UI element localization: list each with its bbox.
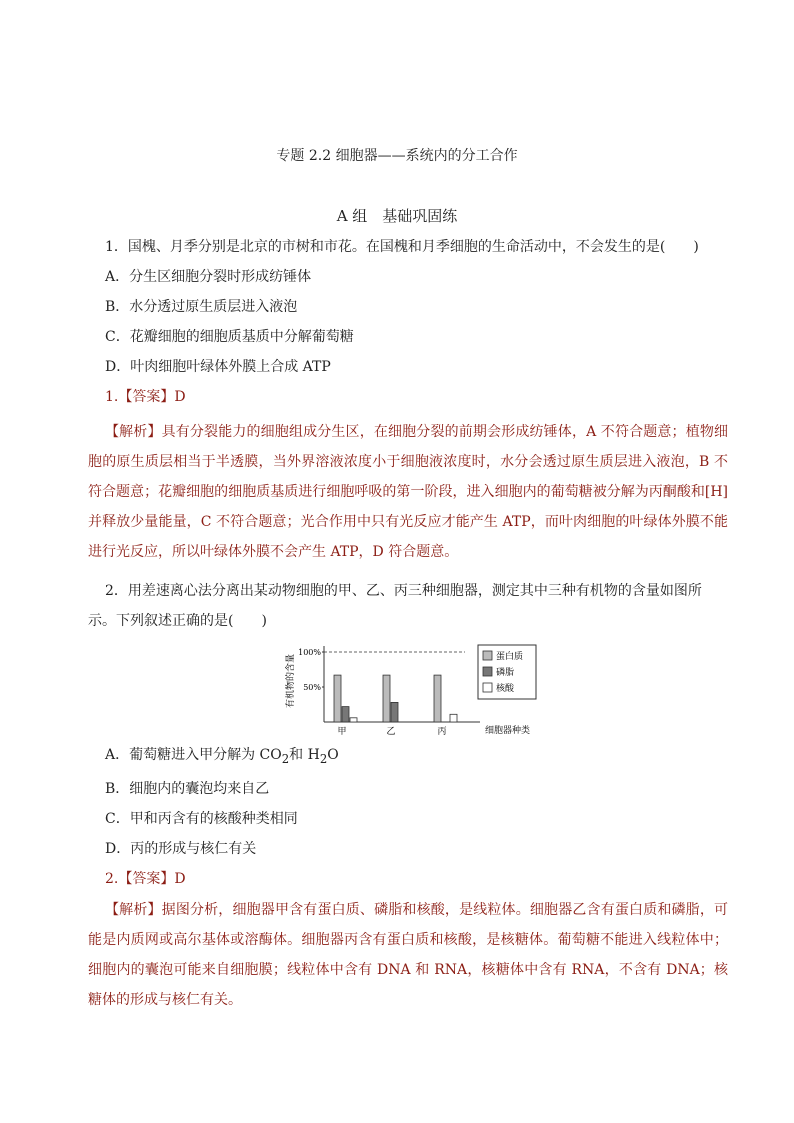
legend-label: 磷脂: [496, 668, 515, 678]
bar-磷脂: [391, 702, 398, 722]
option-a-text: A．葡萄糖进入甲分解为 CO: [105, 747, 282, 763]
analysis-tag: 【解析】: [105, 902, 162, 918]
bar-蛋白质: [383, 675, 390, 722]
question-1-option-b: B．水分透过原生质层进入液泡: [105, 299, 298, 315]
option-a-text: 和 H: [289, 747, 320, 763]
legend-label: 核酸: [496, 684, 515, 694]
legend-swatch: [483, 667, 492, 676]
analysis-text: 据图分析，细胞器甲含有蛋白质、磷脂和核酸，是线粒体。细胞器乙含有蛋白质和磷脂，可能是内质网或高尔基体或溶酶体。细胞器丙含有蛋白质和核酸，是核糖体。葡萄糖不能进入线粒体中；细胞内的囊泡可能来自细胞膜；线粒体中含有 DNA 和 RNA，核糖体中含有 RNA，不含有 DNA；核糖体的形成与核仁有关。: [88, 902, 729, 1008]
question-1-option-a: A．分生区细胞分裂时形成纺锤体: [105, 269, 312, 285]
x-category-label: 丙: [437, 727, 447, 736]
analysis-text: 具有分裂能力的细胞组成分生区，在细胞分裂的前期会形成纺锤体，A 不符合题意；植物细胞的原生质层相当于半透膜，当外界溶液浓度小于细胞液浓度时，水分会透过原生质层进入液泡，B 不符合题意；花瓣细胞的细胞质基质进行细胞呼吸的第一阶段，进入细胞内的葡萄糖被分解为丙酮酸和[H]并释放少量能量，C 不符合题意；光合作用中只有光反应才能产生 ATP，而叶肉细胞的叶绿体外膜不能进行光反应，所以叶绿体外膜不会产生 ATP，D 符合题意。: [88, 424, 729, 560]
bar-chart: [280, 636, 550, 736]
legend-swatch: [483, 683, 492, 692]
bar-核酸: [350, 718, 357, 722]
question-1-option-d: D．叶肉细胞叶绿体外膜上合成 ATP: [105, 359, 331, 375]
bar-蛋白质: [434, 675, 441, 722]
question-2-option-c: C．甲和丙含有的核酸种类相同: [105, 810, 298, 827]
answer-value: D: [174, 389, 186, 405]
page-title: 专题 2.2 细胞器——系统内的分工合作: [276, 148, 518, 164]
option-a-text: O: [327, 747, 339, 763]
question-1: [88, 232, 728, 412]
section-heading: A 组 基础巩固练: [336, 207, 458, 225]
question-2-analysis: [88, 895, 728, 1015]
question-1-analysis: [88, 417, 728, 567]
y-axis-label: 有机物的含量: [286, 653, 296, 708]
x-category-label: 乙: [386, 727, 396, 736]
subscript: 2: [281, 751, 290, 766]
question-2-answer: [88, 864, 728, 894]
legend-label: 蛋白质: [496, 652, 524, 662]
question-2: [88, 576, 728, 636]
legend: [478, 645, 536, 699]
question-2-stem: 2．用差速离心法分离出某动物细胞的甲、乙、丙三种细胞器，测定其中三种有机物的含量如图所示。下列叙述正确的是( ): [88, 583, 702, 629]
question-2-option-b: B．细胞内的囊泡均来自乙: [105, 780, 270, 797]
question-1-stem: 1．国槐、月季分别是北京的市树和市花。在国槐和月季细胞的生命活动中，不会发生的是( ): [105, 239, 699, 255]
answer-value: D: [174, 870, 186, 887]
bar-磷脂: [342, 707, 349, 722]
question-1-option-c: C．花瓣细胞的细胞质基质中分解葡萄糖: [105, 329, 354, 345]
question-1-answer: [88, 382, 728, 412]
bar-核酸: [450, 714, 457, 722]
y-tick-label: 100%: [298, 648, 321, 657]
question-2-option-a: [88, 740, 728, 774]
answer-label: 1.【答案】: [105, 389, 175, 405]
question-2-options: [88, 740, 728, 894]
legend-swatch: [483, 651, 492, 660]
y-tick-label: 50%: [303, 683, 321, 692]
bar-蛋白质: [334, 675, 341, 722]
x-category-label: 甲: [337, 727, 347, 736]
subscript: 2: [319, 751, 328, 766]
question-2-option-d: D．丙的形成与核仁有关: [105, 840, 257, 857]
answer-label: 2.【答案】: [105, 870, 175, 887]
analysis-tag: 【解析】: [105, 424, 162, 440]
x-axis-label: 细胞器种类: [485, 726, 531, 736]
